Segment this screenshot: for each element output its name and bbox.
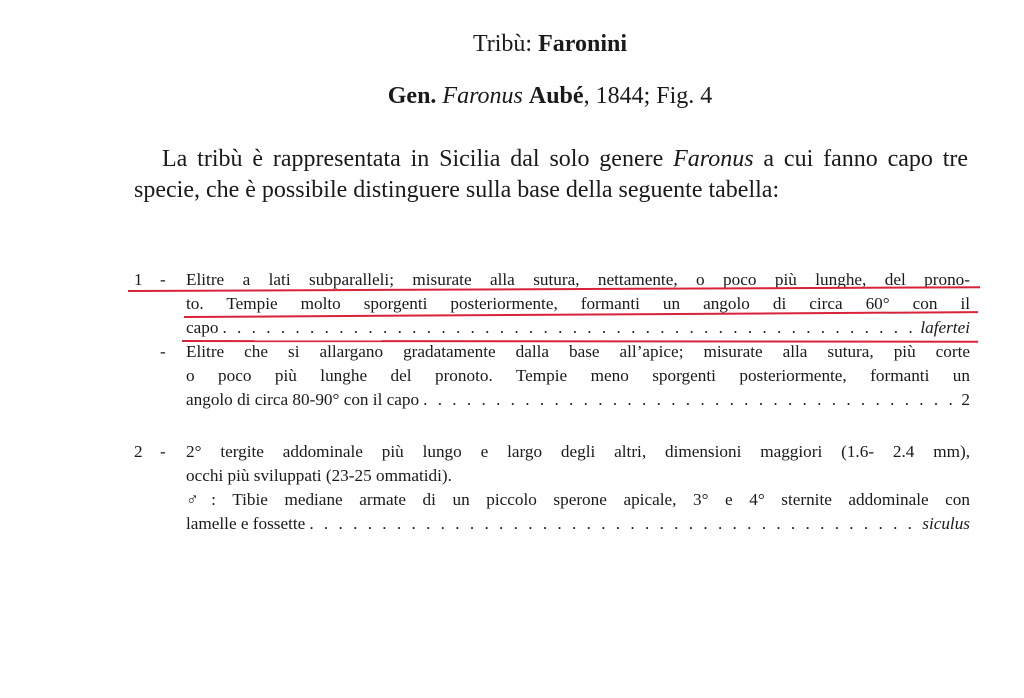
- intro-text-part1: La tribù è rappresentata in Sicilia dal solo genere: [162, 146, 664, 172]
- leader-dots: [423, 388, 957, 412]
- couplet-1b-line-3-text: angolo di circa 80-90° con il capo: [186, 390, 420, 409]
- couplet-2-line-1: 2° tergite addominale più lungo e largo degli altri, dimensioni maggiori (1.6- 2.4 mm),: [186, 442, 970, 461]
- tribe-name: Faronini: [538, 31, 628, 57]
- couplet-2-line-2: occhi più sviluppati (23-25 ommatidi).: [186, 466, 452, 485]
- couplet-1a-line-3: [186, 316, 970, 340]
- tribe-heading: [0, 28, 1024, 60]
- couplet-1a-line-3-text: capo: [186, 318, 219, 337]
- result-couplet-2: 2: [961, 390, 970, 409]
- couplet-1b-line-3: [186, 388, 970, 412]
- key-couplet-2: [134, 440, 970, 536]
- couplet-1-dash: -: [160, 270, 166, 289]
- couplet-2-line-4-text: lamelle e fossette: [186, 514, 306, 533]
- couplet-1-lead-b: [134, 340, 970, 412]
- couplet-1a-line-1: Elitre a lati subparalleli; misurate alla sutura, nettamente, o poco più lunghe, del prono-: [186, 270, 970, 289]
- genus-heading: [0, 80, 1024, 112]
- genus-year-figure: , 1844; Fig. 4: [583, 83, 713, 109]
- leader-dots: [309, 512, 918, 536]
- couplet-1b-line-1: Elitre che si allargano gradatamente dalla base all’apice; misurate alla sutura, più corte: [186, 342, 970, 361]
- leader-dots: [222, 316, 916, 340]
- tribe-label: Tribù:: [472, 31, 533, 57]
- genus-name: Faronus: [442, 83, 523, 109]
- couplet-2-dash: -: [160, 442, 166, 461]
- couplet-2-line-4: [186, 512, 970, 536]
- intro-genus: Faronus: [673, 146, 754, 172]
- result-lafertei: lafertei: [920, 318, 970, 337]
- intro-text-part2: a cui fanno capo tre specie, che è possibile distinguere sulla base della seguente tabella:: [134, 146, 969, 203]
- couplet-2-line-3: ♂: Tibie mediane armate di un piccolo sperone apicale, 3° e 4° sternite addominale con: [186, 490, 970, 509]
- couplet-2-lead-a: [134, 440, 970, 536]
- couplet-2-number: 2: [134, 442, 143, 461]
- couplet-1-lead-a: [134, 268, 970, 340]
- genus-prefix: Gen.: [387, 83, 437, 109]
- intro-paragraph: [134, 144, 968, 206]
- couplet-1b-line-2: o poco più lunghe del pronoto. Tempie meno sporgenti posteriormente, formanti un: [186, 366, 970, 385]
- couplet-1b-dash: -: [160, 342, 166, 361]
- couplet-1-number: 1: [134, 270, 143, 289]
- genus-author: Aubé: [528, 83, 584, 109]
- result-siculus: siculus: [922, 514, 970, 533]
- couplet-1a-line-2: to. Tempie molto sporgenti posteriormente, formanti un angolo di circa 60° con il: [186, 294, 970, 313]
